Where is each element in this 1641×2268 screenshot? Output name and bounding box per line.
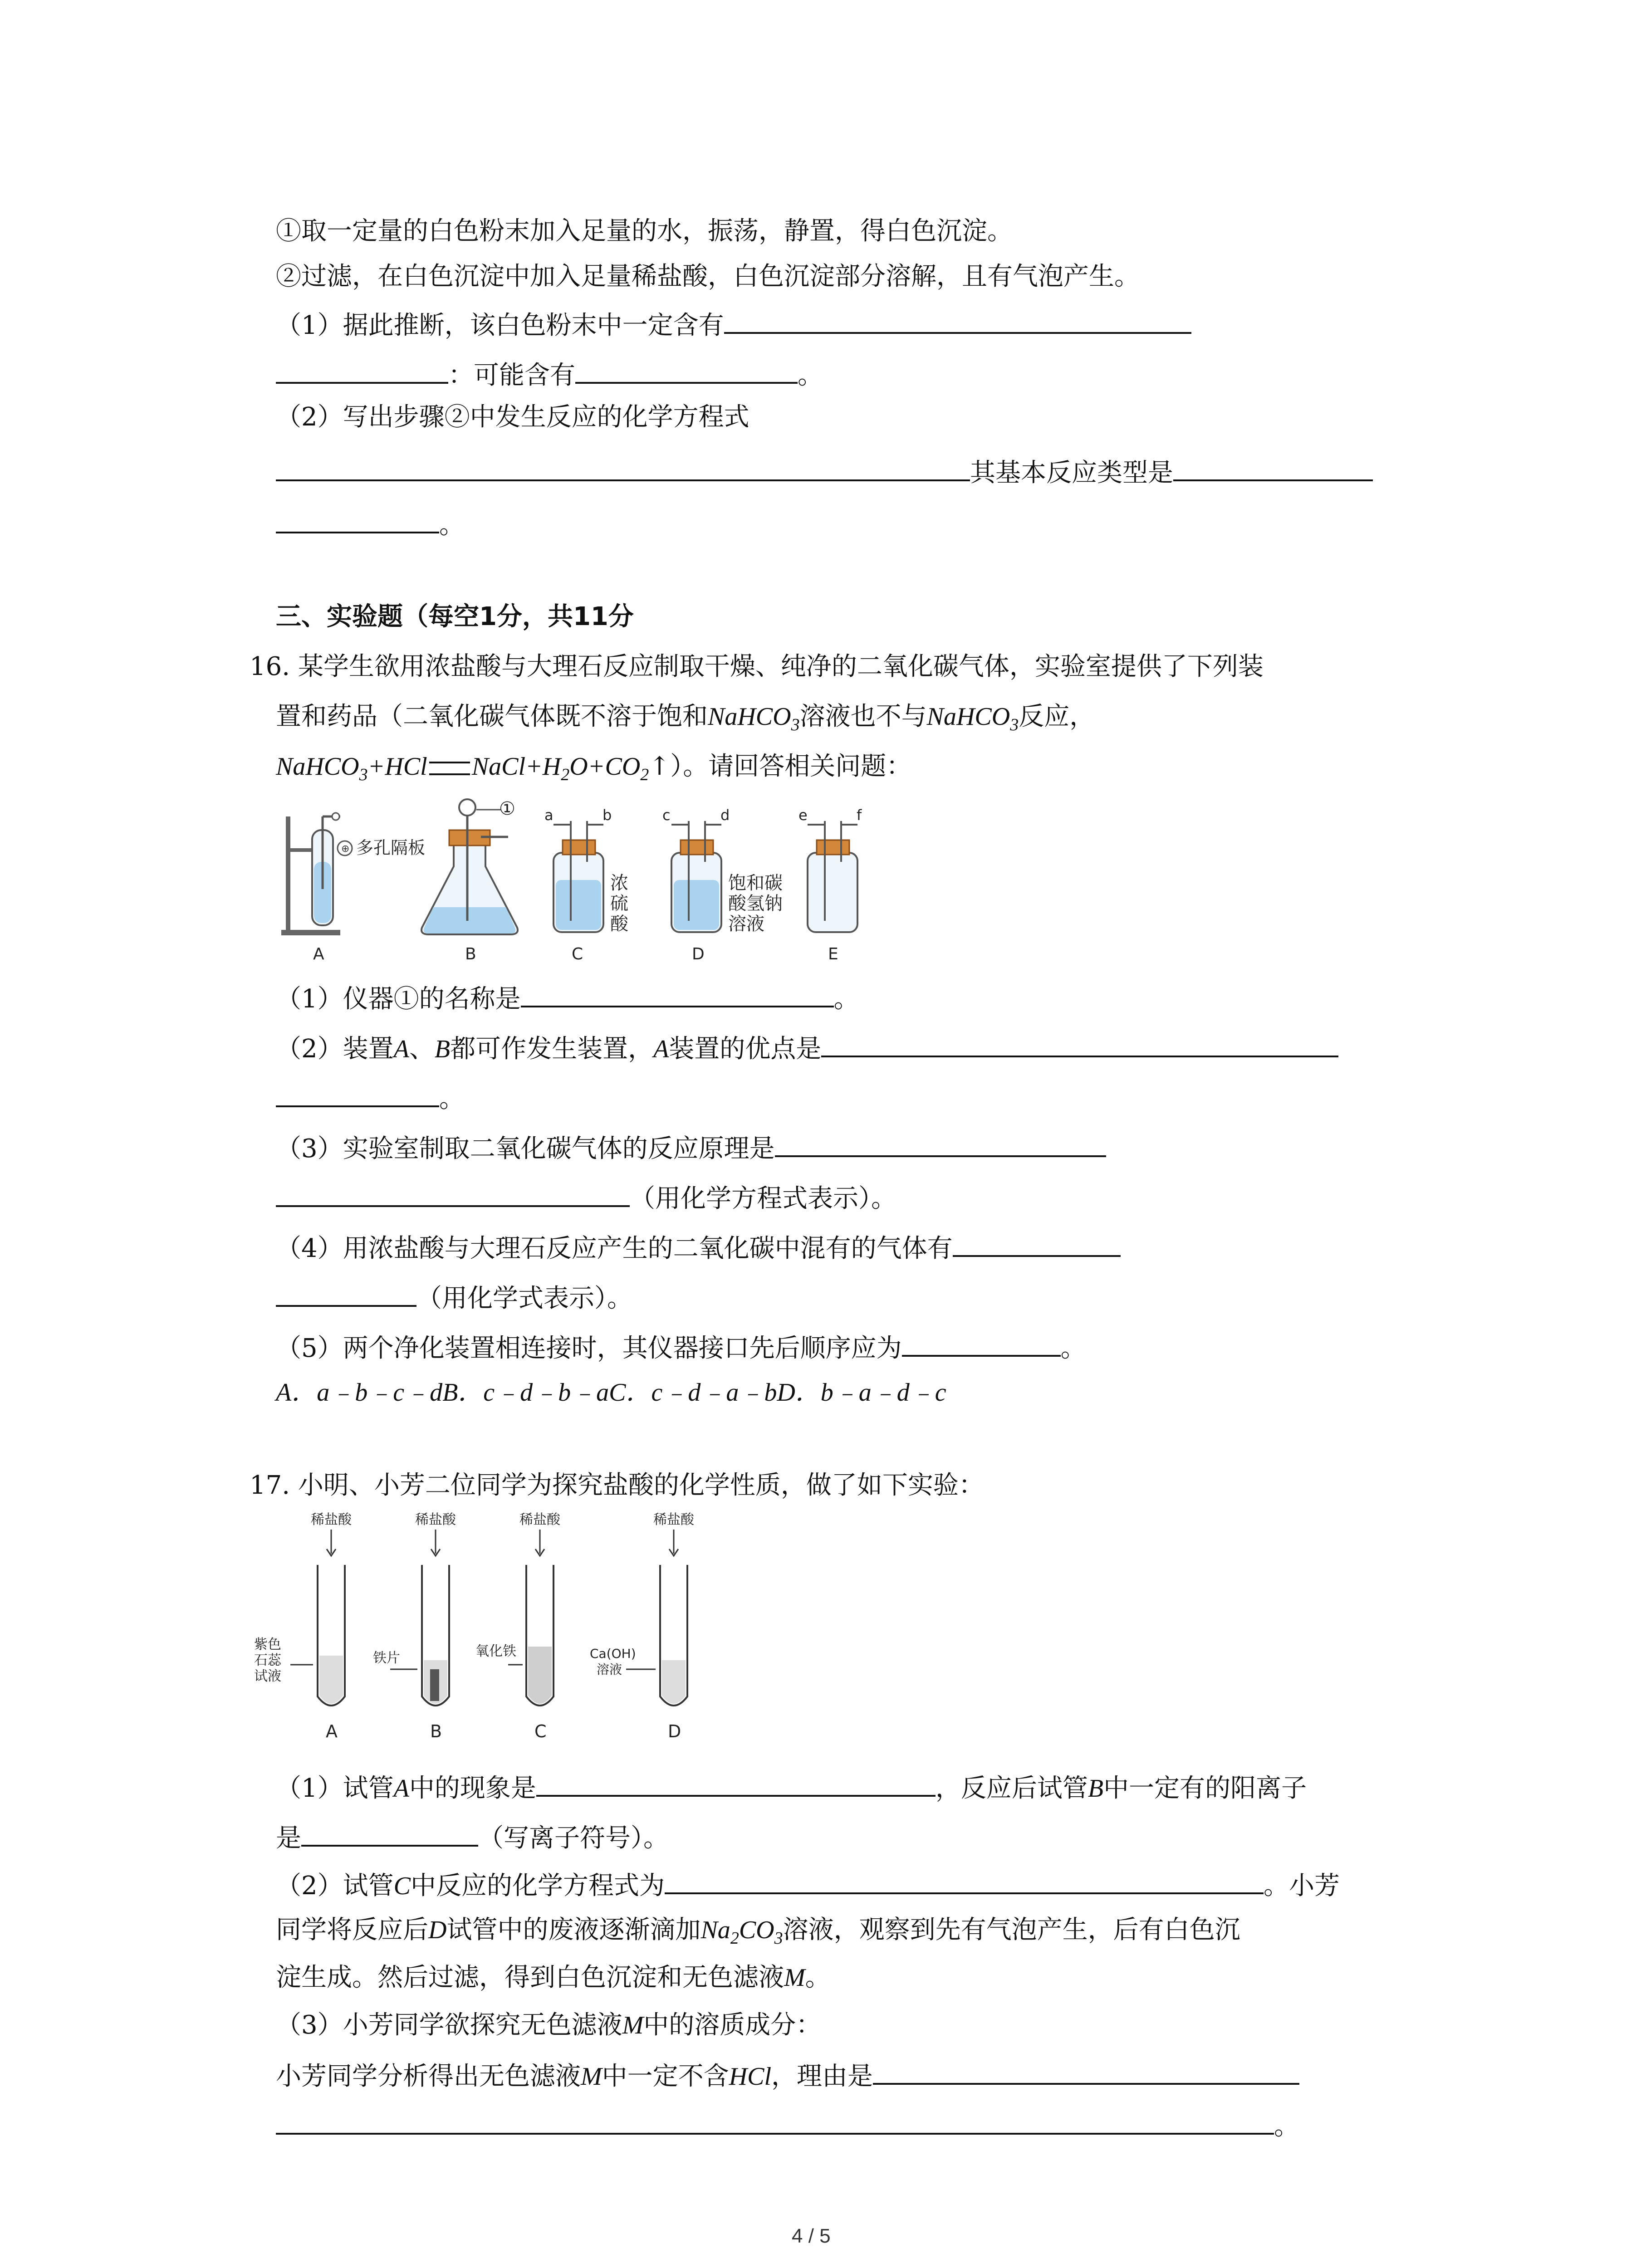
q15-part1-line2: ：可能含有 。 — [276, 354, 823, 394]
q15-part2-line3: 。 — [276, 503, 465, 543]
svg-text:①: ① — [499, 798, 515, 819]
test-tube-b — [373, 1512, 456, 1741]
answer-blank[interactable] — [1173, 451, 1373, 481]
svg-text:B: B — [465, 945, 476, 963]
q16-part3-line2: （用化学方程式表示）。 — [276, 1177, 896, 1217]
q16-line1: 16. 某学生欲用浓盐酸与大理石反应制取干燥、纯净的二氧化碳气体，实验室提供了下列装 — [250, 652, 1264, 681]
svg-text:多孔隔板: 多孔隔板 — [356, 838, 426, 858]
q17-part3-line3: 。 — [276, 2105, 1299, 2145]
svg-text:A: A — [326, 1721, 338, 1741]
up-arrow-icon: ↑ — [649, 752, 671, 781]
answer-blank[interactable] — [276, 354, 448, 384]
answer-blank[interactable] — [821, 1027, 1338, 1057]
test-tube-d — [590, 1512, 695, 1741]
q17-part2-line1: （2）试管C中反应的化学方程式为 。小芳 — [276, 1864, 1340, 1904]
answer-blank[interactable] — [276, 2105, 1274, 2135]
q16-options: A．a﹣b﹣c﹣dB．c﹣d﹣b﹣aC．c﹣d﹣a﹣bD．b﹣a﹣d﹣c — [276, 1378, 946, 1407]
answer-blank[interactable] — [276, 451, 970, 481]
svg-text:B: B — [430, 1721, 442, 1741]
svg-text:A: A — [313, 945, 324, 963]
q15-step2: ②过滤，在白色沉淀中加入足量稀盐酸，白色沉淀部分溶解，且有气泡产生。 — [276, 262, 1140, 291]
svg-text:稀盐酸: 稀盐酸 — [311, 1512, 352, 1528]
svg-text:稀盐酸: 稀盐酸 — [415, 1512, 456, 1528]
svg-text:e: e — [798, 807, 808, 824]
svg-text:溶液: 溶液 — [728, 914, 764, 934]
svg-text:f: f — [857, 807, 862, 824]
apparatus-figure — [272, 798, 907, 975]
svg-text:⊕: ⊕ — [341, 843, 350, 855]
answer-blank[interactable] — [873, 2055, 1299, 2085]
q16-part2-line1: （2）装置A、B都可作发生装置，A装置的优点是 — [276, 1027, 1338, 1067]
answer-blank[interactable] — [301, 1817, 478, 1847]
q17-part1-line1: （1）试管A中的现象是 ，反应后试管B中一定有的阳离子 — [276, 1767, 1307, 1807]
answer-blank[interactable] — [521, 978, 834, 1007]
svg-text:酸氢钠: 酸氢钠 — [728, 893, 783, 914]
q17-part3-line1: （3）小芳同学欲探究无色滤液M中的溶质成分： — [276, 2010, 822, 2040]
q16-part4-line1: （4）用浓盐酸与大理石反应产生的二氧化碳中混有的气体有 — [276, 1227, 1121, 1267]
svg-text:紫色: 紫色 — [254, 1637, 281, 1652]
q16-part2-line2: 。 — [276, 1077, 465, 1117]
svg-text:b: b — [603, 807, 612, 824]
q15-part2-line2: 其基本反应类型是 — [276, 451, 1373, 491]
svg-text:硫: 硫 — [610, 893, 628, 914]
svg-text:饱和碳: 饱和碳 — [728, 873, 783, 894]
svg-text:石蕊: 石蕊 — [254, 1652, 281, 1668]
svg-text:D: D — [668, 1721, 681, 1741]
section-heading: 三、实验题（每空1分，共11分 — [276, 602, 634, 631]
q16-part5: （5）两个净化装置相连接时，其仪器接口先后顺序应为 。 — [276, 1327, 1086, 1367]
q16-part4-line2: （用化学式表示）。 — [276, 1277, 632, 1317]
answer-blank[interactable] — [575, 354, 798, 384]
q17-part3-line2: 小芳同学分析得出无色滤液M中一定不含HCl，理由是 — [276, 2055, 1299, 2095]
q16-equation-line: NaHCO$_3$+HCl $NaCl+H_2O+CO_2↑$）。请回答相关问题： — [276, 752, 912, 784]
svg-text:c: c — [662, 807, 671, 824]
svg-text:E: E — [828, 945, 838, 963]
test-tube-c — [475, 1512, 561, 1741]
q15-part2-line1: （2）写出步骤②中发生反应的化学方程式 — [276, 402, 749, 432]
apparatus-c — [544, 807, 629, 963]
answer-blank[interactable] — [953, 1227, 1121, 1257]
apparatus-e — [798, 807, 862, 963]
svg-text:Ca(OH): Ca(OH) — [590, 1646, 636, 1661]
q16-part3-line1: （3）实验室制取二氧化碳气体的反应原理是 — [276, 1127, 1106, 1167]
q15-part1-line1: （1）据此推断，该白色粉末中一定含有 — [276, 304, 1191, 344]
svg-text:C: C — [534, 1721, 547, 1741]
apparatus-b — [421, 798, 518, 963]
q17-part1-line2: 是 （写离子符号）。 — [276, 1817, 669, 1857]
svg-text:浓: 浓 — [610, 873, 628, 894]
answer-blank[interactable] — [724, 304, 1191, 334]
equals-sign-icon — [429, 762, 470, 775]
q15-step1: ①取一定量的白色粉末加入足量的水，振荡，静置，得白色沉淀。 — [276, 216, 1013, 246]
answer-blank[interactable] — [276, 1077, 439, 1107]
answer-blank[interactable] — [276, 1177, 630, 1207]
svg-text:C: C — [572, 945, 583, 963]
apparatus-a — [281, 813, 425, 963]
svg-text:试液: 试液 — [254, 1668, 281, 1684]
svg-text:铁片: 铁片 — [373, 1650, 400, 1666]
answer-blank[interactable] — [536, 1767, 936, 1797]
svg-text:稀盐酸: 稀盐酸 — [653, 1512, 694, 1528]
answer-blank[interactable] — [276, 1277, 416, 1307]
svg-text:溶液: 溶液 — [597, 1662, 622, 1677]
q16-part1: （1）仪器①的名称是 。 — [276, 978, 859, 1017]
answer-blank[interactable] — [665, 1864, 1264, 1894]
svg-text:酸: 酸 — [610, 914, 628, 934]
page-number: 4 / 5 — [792, 2225, 831, 2247]
test-tube-figure — [254, 1510, 776, 1746]
q17-part2-line2: 同学将反应后D试管中的废液逐渐滴加$Na_2CO_3$溶液，观察到先有气泡产生，后有白色沉 — [276, 1915, 1240, 1948]
test-tube-a — [254, 1512, 352, 1741]
answer-blank[interactable] — [276, 503, 439, 533]
answer-blank[interactable] — [775, 1127, 1106, 1157]
svg-text:氧化铁: 氧化铁 — [475, 1643, 516, 1659]
answer-blank[interactable] — [902, 1327, 1061, 1357]
apparatus-d — [662, 807, 783, 963]
svg-text:d: d — [720, 807, 730, 824]
q17-part2-line3: 淀生成。然后过滤，得到白色沉淀和无色滤液M。 — [276, 1963, 831, 1992]
svg-text:D: D — [692, 945, 705, 963]
svg-text:稀盐酸: 稀盐酸 — [519, 1512, 560, 1528]
q16-line2: 置和药品（二氧化碳气体既不溶于饱和NaHCO$_3$溶液也不与NaHCO$_3$反应， — [276, 702, 1095, 734]
svg-text:a: a — [544, 807, 554, 824]
q17-intro: 17. 小明、小芳二位同学为探究盐酸的化学性质，做了如下实验： — [250, 1471, 984, 1500]
